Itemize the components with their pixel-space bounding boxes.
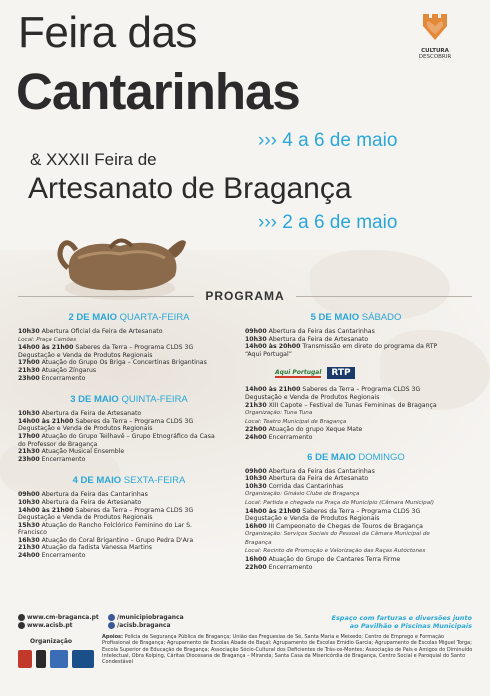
subtitle-line1: & XXXII Feira de: [30, 150, 157, 169]
event-row: [245, 515, 467, 523]
event-text: Atuação do Grupo Os Briga – Concertinas Brigantinas: [41, 359, 207, 367]
event-time: 21h30: [18, 448, 40, 456]
title-line1: Feira das: [18, 8, 197, 57]
event-text: Atuação Musical Ensemble: [41, 448, 125, 456]
title-line2: Cantarinhas: [16, 63, 300, 120]
event-time: 09h00: [18, 491, 40, 499]
event-row: [18, 522, 240, 530]
event-text: Atuação do Rancho Folclórico Feminino do Lar S.: [41, 521, 193, 529]
event-time: 16h00: [245, 522, 267, 530]
event-note: Local: Partida e chegada na Praça do Município (Câmara Municipal): [245, 499, 434, 506]
event-time: 22h00: [245, 563, 267, 571]
event-time: 17h00: [18, 359, 40, 367]
globe-icon: [18, 614, 25, 621]
event-time: 21h30: [245, 401, 267, 409]
social-link-2[interactable]: /acisb.braganca: [117, 622, 171, 629]
event-time: 14h00 às 21h00: [245, 507, 301, 515]
event-text: Degustação e Venda de Produtos Regionais: [18, 425, 153, 433]
event-time: 24h00: [18, 552, 40, 560]
event-text: Abertura da Feira de Artesanato: [268, 335, 369, 343]
event-time: 24h00: [245, 433, 267, 441]
day-heading: [18, 312, 240, 323]
event-text: Atuação Zíngarus: [41, 366, 97, 374]
day-weekday: QUINTA-FEIRA: [121, 394, 188, 406]
day-heading: [245, 312, 467, 323]
event-text: Atuação do Grupo de Cantares Terra Firme: [268, 556, 401, 564]
event-text: Abertura da Feira de Artesanato: [41, 410, 142, 418]
event-text: Atuação do Coral Brigantino – Grupo Pedra D'Ara: [41, 536, 194, 544]
aqui-portugal-logo: Aqui Portugal: [275, 368, 322, 376]
facebook-icon: [108, 622, 115, 629]
event-time: 23h00: [18, 374, 40, 382]
event-text: Abertura da Feira de Artesanato: [268, 475, 369, 483]
event-text: Corrida das Cantarinhas: [268, 482, 344, 490]
event-row: [18, 448, 240, 456]
social-links: [108, 614, 184, 630]
event-row: [245, 418, 467, 427]
event-row: [245, 483, 467, 491]
event-text: Atuação do Grupo Teilhavê – Grupo Etnográfico da Casa: [41, 432, 215, 440]
event-text: Encerramento: [268, 563, 313, 571]
event-row: [245, 490, 467, 499]
event-note: Organização: Ginásio Clube de Bragança: [245, 491, 360, 498]
event-time: 14h00 às 20h00: [245, 343, 301, 351]
event-time: 09h00: [245, 328, 267, 335]
acisb-logo: [50, 650, 68, 668]
event-text: Atuação do grupo Xeque Mate: [268, 426, 363, 434]
program-column-left: [18, 312, 240, 560]
event-time: 14h00 às 21h00: [18, 506, 74, 514]
support-label: Apoios:: [102, 634, 124, 640]
event-time: 10h30: [245, 335, 267, 343]
logo-text2: DESCOBRIR: [418, 54, 452, 60]
event-row: [245, 547, 467, 556]
cultura-logo: [405, 12, 465, 64]
event-row: [18, 499, 240, 507]
event-text: III Campeonato de Chegas de Touros de Bragança: [268, 522, 423, 530]
event-row: [245, 564, 467, 572]
event-text: Degustação e Venda de Produtos Regionais: [245, 393, 380, 401]
espaco-line1: Espaço com farturas e diversões junto: [331, 614, 472, 622]
event-text: Francisco: [18, 529, 47, 537]
day-weekday: SÁBADO: [361, 312, 402, 323]
event-row: [245, 343, 467, 351]
event-row: [18, 514, 240, 522]
date-feira: ››› 4 a 6 de maio: [258, 130, 398, 151]
event-time: 22h00: [245, 426, 267, 434]
event-time: 10h30: [245, 475, 267, 483]
day-weekday: QUARTA-FEIRA: [119, 312, 190, 323]
event-text: Abertura da Feira das Cantarinhas: [41, 491, 148, 499]
event-time: 16h00: [245, 556, 267, 564]
event-row: [245, 468, 467, 476]
event-row: [18, 336, 240, 345]
event-text: Saberes da Terra – Programa CLDS 3G: [75, 506, 194, 514]
event-row: [18, 344, 240, 352]
event-note: Bragança: [245, 539, 272, 546]
event-row: [245, 556, 467, 564]
event-row: [245, 508, 467, 516]
event-text: Atuação da fadista Vanessa Martins: [41, 544, 152, 552]
day-date: 3 DE MAIO: [70, 394, 119, 406]
event-text: XIII Capote – Festival de Tunas Femininas de Bragança: [268, 401, 437, 409]
event-time: 16h30: [18, 536, 40, 544]
programa-title: PROGRAMA: [205, 289, 285, 303]
date-artesanato: ››› 2 a 6 de maio: [258, 212, 398, 233]
event-time: 21h30: [18, 366, 40, 374]
program-column-right: [245, 312, 467, 571]
globe-icon: [18, 622, 25, 629]
event-row: [18, 375, 240, 383]
tv-badges: [275, 362, 467, 384]
event-row: [18, 456, 240, 464]
event-row: [245, 351, 467, 359]
event-row: [18, 328, 240, 336]
castle-heart-icon: [420, 12, 450, 44]
event-text: Abertura Oficial da Feira de Artesanato: [41, 328, 163, 335]
event-text: Abertura da Feira das Cantarinhas: [268, 467, 375, 475]
event-time: 14h00 às 21h00: [18, 417, 74, 425]
support-list: Polícia de Segurança Pública de Bragança; União das Freguesias de Sé, Santa Maria e Meixedo; Centro de Emprego e Formação Profissional de Bragança; Agrupamento de Escolas Abade de Baçal; Agrupamento de Escolas Emídio Garcia; Agrupamento de Escolas Miguel Torga; Escola Superior de Educação de Bragança; Associação Sócio-Cultural dos Deficientes de Trás-os-Montes; Associação de Pais e Amigos do Diminuído Intelectual, Obra Kolping, Cáritas Diocesana de Bragança – Miranda; Santa Casa da Misericórdia de Bragança, Centro Social e Paroquial do Santo Condestável: [102, 634, 473, 666]
event-row: [18, 491, 240, 499]
event-note: Local: Teatro Municipal de Bragança: [245, 418, 347, 425]
event-row: [245, 434, 467, 442]
event-time: 10h30: [18, 410, 40, 418]
event-row: [245, 499, 467, 508]
event-row: [245, 402, 467, 410]
day-heading: [18, 475, 240, 486]
event-row: [18, 418, 240, 426]
social-link-1[interactable]: /municipiobraganca: [117, 614, 184, 621]
event-time: 14h00 às 21h00: [18, 344, 74, 352]
event-row: [245, 530, 467, 539]
event-text: Abertura da Feira de Artesanato: [41, 498, 142, 506]
event-time: 15h30: [18, 521, 40, 529]
event-row: [18, 537, 240, 545]
event-row: [18, 433, 240, 441]
event-row: [18, 359, 240, 367]
event-note: Local: Recinto de Promoção e Valorização das Raças Autóctones: [245, 548, 426, 555]
day-date: 5 DE MAIO: [310, 312, 360, 323]
event-text: “Aqui Portugal”: [245, 350, 292, 358]
event-text: Encerramento: [268, 433, 313, 441]
event-text: Encerramento: [41, 455, 86, 463]
web-link-1[interactable]: www.cm-braganca.pt: [27, 614, 99, 621]
day-weekday: DOMINGO: [358, 451, 405, 463]
event-row: [245, 328, 467, 336]
event-text: Encerramento: [41, 374, 86, 382]
event-note: Local: Praça Camões: [18, 336, 77, 343]
day-date: 6 DE MAIO: [307, 451, 356, 463]
logo-text1: CULTURA: [421, 48, 449, 54]
event-text: Saberes da Terra – Programa CLDS 3G: [302, 507, 421, 515]
event-row: [245, 426, 467, 434]
event-row: [245, 394, 467, 402]
day-date: 2 DE MAIO: [68, 312, 118, 323]
event-row: [18, 552, 240, 560]
event-time: 17h00: [18, 432, 40, 440]
municipio-braganca-logo: [18, 650, 32, 668]
event-row: [18, 425, 240, 433]
facebook-icon: [108, 614, 115, 621]
event-text: Saberes da Terra – Programa CLDS 3G: [75, 417, 194, 425]
event-row: [18, 367, 240, 375]
event-note: Organização: Tuna Tuna: [245, 410, 313, 417]
day-heading: [245, 452, 467, 463]
event-row: [245, 539, 467, 548]
espaco-note: [300, 614, 472, 630]
event-row: [18, 352, 240, 360]
day-date: 4 DE MAIO: [72, 475, 122, 487]
day-weekday: SEXTA-FEIRA: [123, 475, 186, 487]
event-time: 23h00: [18, 455, 40, 463]
support-text: [102, 634, 474, 665]
event-text: Saberes da Terra – Programa CLDS 3G: [75, 344, 194, 352]
event-text: do Professor de Bragança: [18, 440, 98, 448]
event-text: Degustação e Venda de Produtos Regionais: [18, 351, 153, 359]
event-text: Encerramento: [41, 552, 86, 560]
event-row: [18, 544, 240, 552]
event-time: 10h30: [18, 328, 40, 335]
subtitle-line2: Artesanato de Bragança: [28, 172, 352, 205]
partner-logo: [72, 650, 94, 668]
event-text: Degustação e Venda de Produtos Regionais: [18, 514, 153, 522]
event-row: [18, 529, 240, 537]
event-row: [245, 386, 467, 394]
day-heading: [18, 394, 240, 405]
event-text: Saberes da Terra – Programa CLDS 3G: [302, 386, 421, 394]
event-row: [18, 410, 240, 418]
footer: [0, 612, 490, 696]
web-link-2[interactable]: www.acisb.pt: [27, 622, 73, 629]
event-time: 10h30: [18, 498, 40, 506]
event-text: Abertura da Feira das Cantarinhas: [268, 328, 375, 335]
event-text: Transmissão em direto do programa da RTP: [302, 343, 438, 351]
event-note: Organização: Serviços Sociais do Pessoal da Câmara Municipal de: [245, 531, 430, 538]
espaco-line2: ao Pavilhão e Piscinas Municipais: [349, 622, 472, 630]
organizacao-label: Organização: [30, 638, 72, 645]
event-time: 10h30: [245, 482, 267, 490]
event-time: 14h00 às 21h00: [245, 386, 301, 394]
event-row: [245, 475, 467, 483]
vertical-logo: [36, 650, 46, 668]
event-text: Degustação e Venda de Produtos Regionais: [245, 515, 380, 523]
event-row: [18, 507, 240, 515]
event-time: 21h30: [18, 544, 40, 552]
event-row: [245, 523, 467, 531]
rtp-logo: RTP: [327, 367, 354, 379]
event-time: 09h00: [245, 467, 267, 475]
web-links: [18, 614, 99, 630]
event-row: [245, 409, 467, 418]
event-row: [18, 441, 240, 449]
